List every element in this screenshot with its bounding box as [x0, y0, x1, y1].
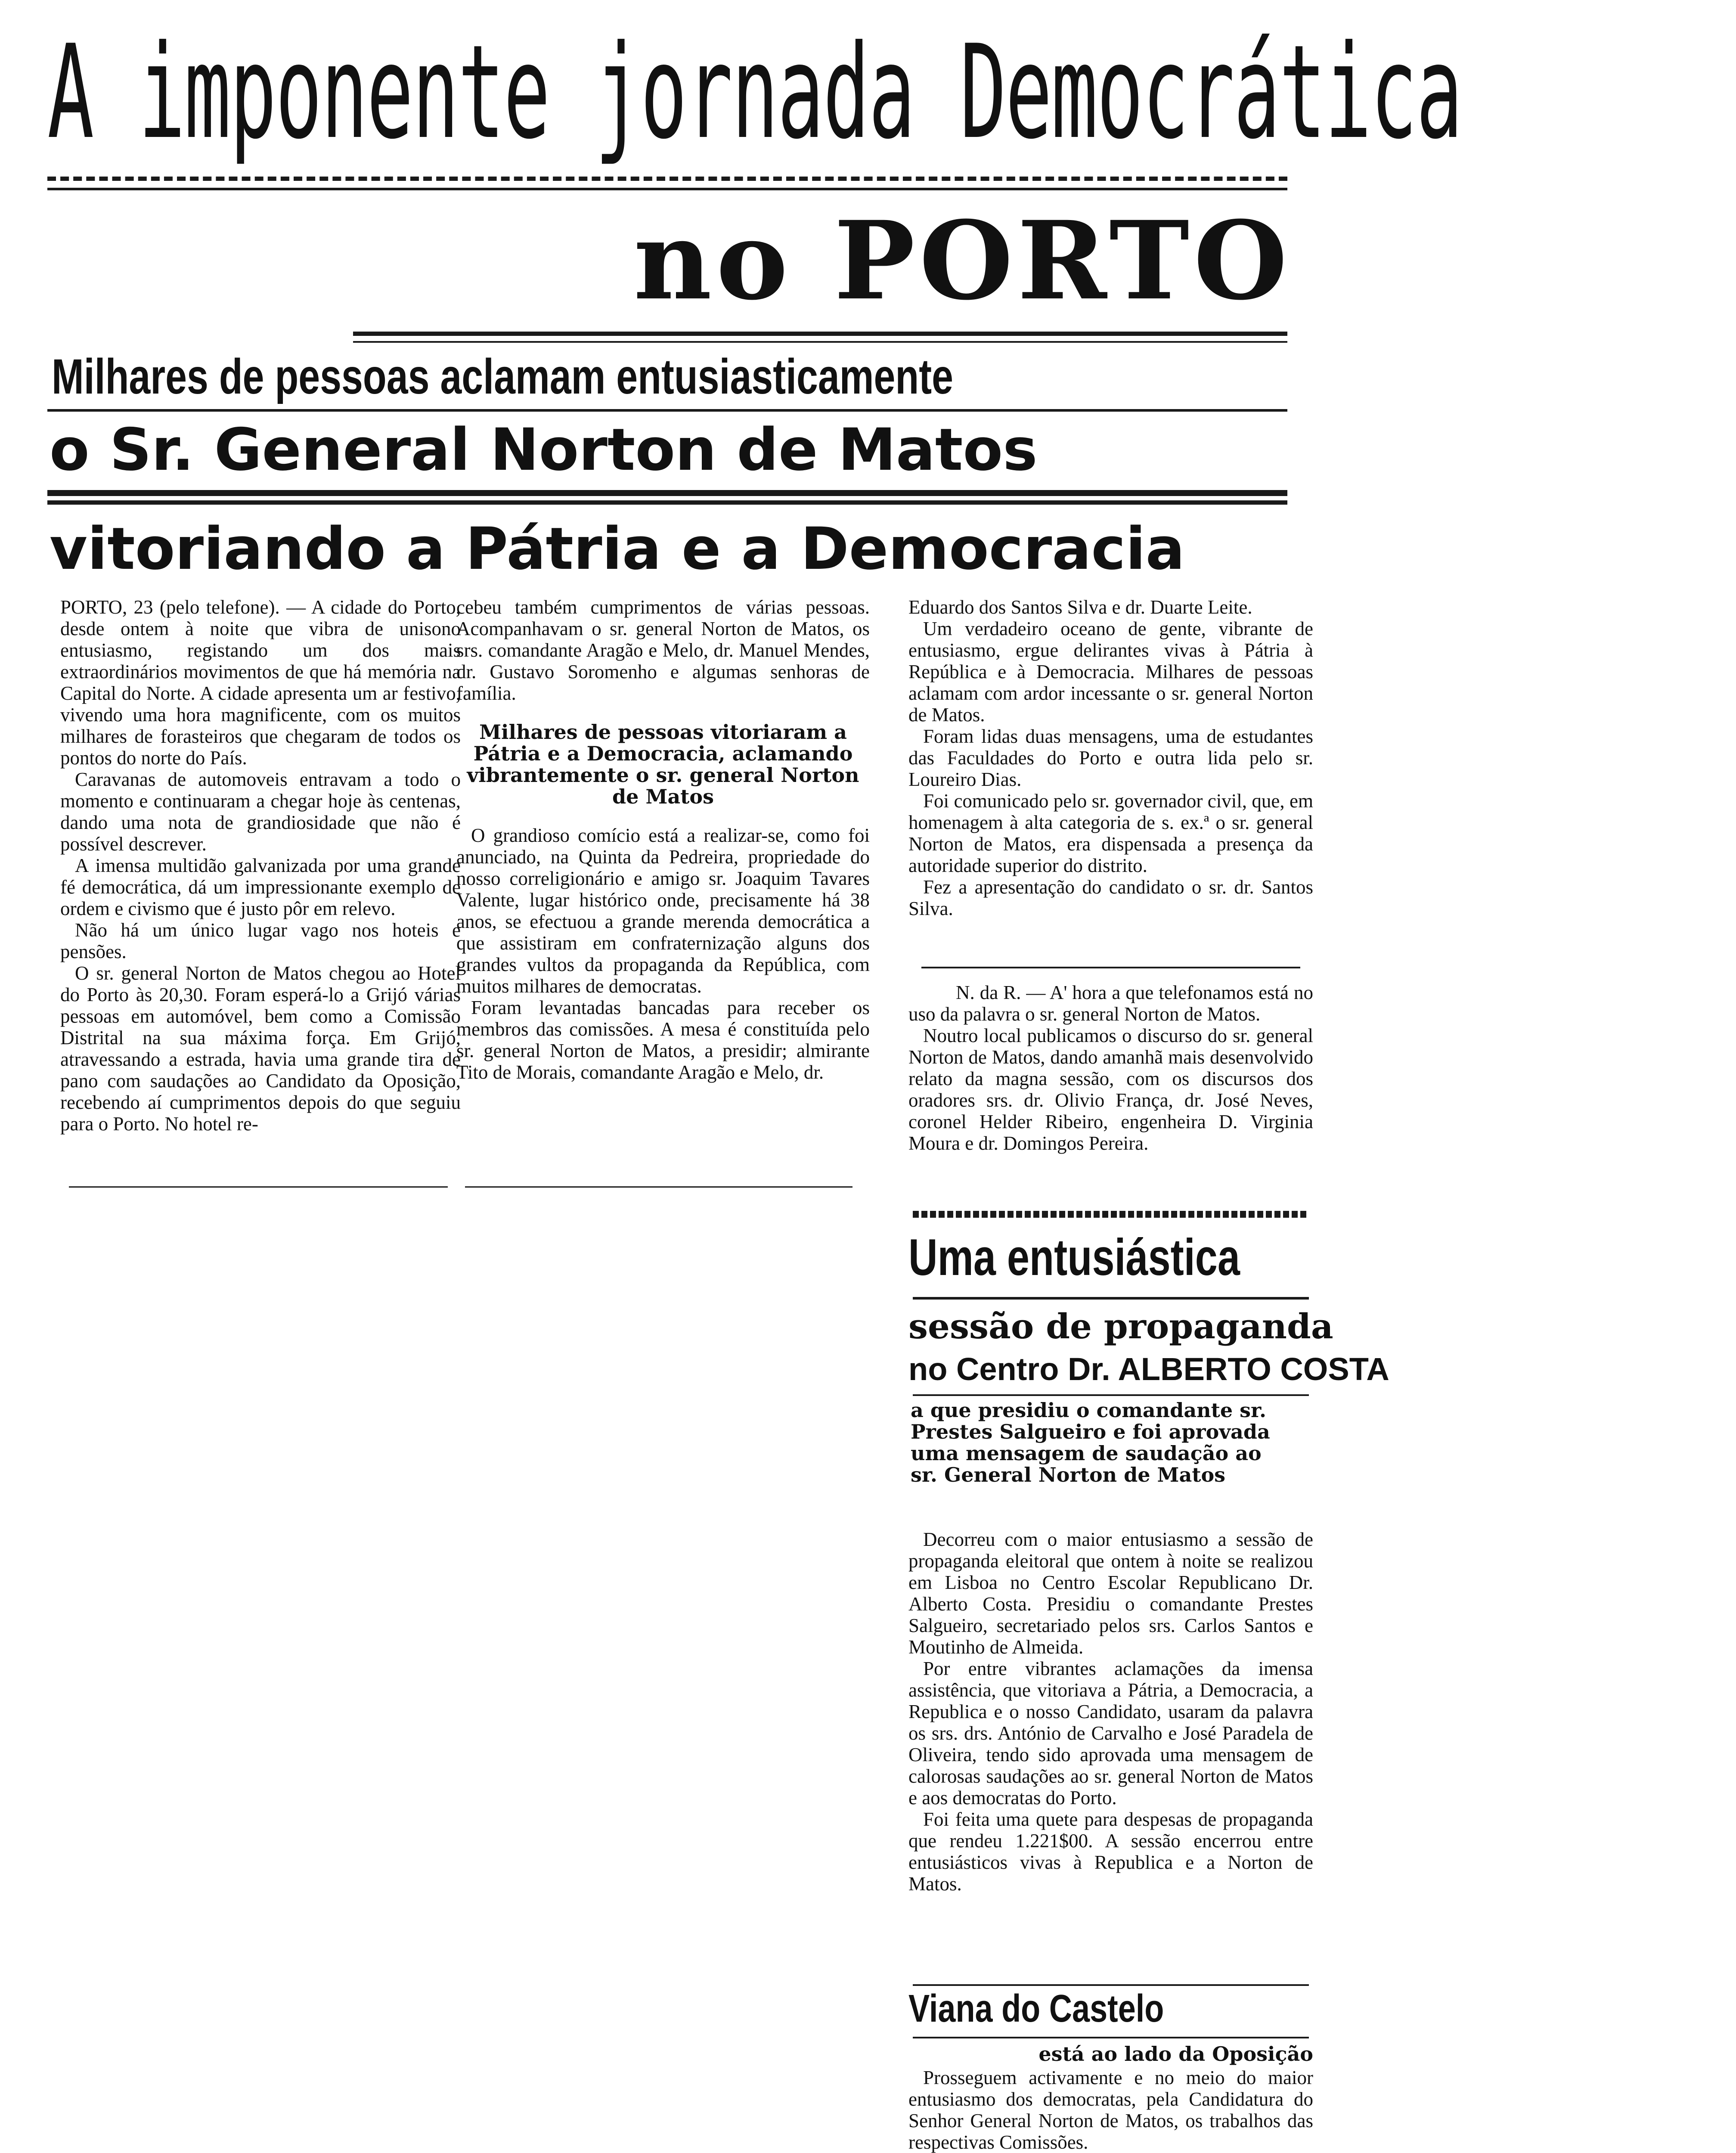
paragraph: Foram levantadas bancadas para receber os membros das comissões. A mesa é constituída pelo sr. general Norton de Matos, a presidir; almirante Tito de Morais, comandante Aragão e Melo, dr. [456, 997, 870, 1083]
paragraph: Um verdadeiro oceano de gente, vibrante de entusiasmo, ergue delirantes vivas à Pátria à República e à Democracia. Milhares de pessoas aclamam com ardor incessante o sr. general Norton de Matos. [908, 618, 1313, 726]
paragraph: Prosseguem activamente e no meio do maior entusiasmo dos democratas, pela Candidatura do Senhor General Norton de Matos, os trabalhos das respectivas Comissões. [908, 2067, 1313, 2153]
article-column-3 [908, 596, 1313, 919]
paragraph: Por entre vibrantes aclamações da imensa assistência, que vitoriava a Pátria, a Democracia, a Republica e o nosso Candidato, usaram da palavra os srs. drs. António de Carvalho e José Paradela de Oliveira, tendo sido aprovada uma mensagem de calorosas saudações ao sr. general Norton de Matos e aos democratas do Porto. [908, 1658, 1313, 1809]
paragraph: cebeu também cumprimentos de várias pessoas. Acompanhavam o sr. general Norton de Matos, os srs. comandante Aragão e Melo, dr. Manuel Mendes, dr. Gustavo Soromenho e algumas senhoras de família. [456, 596, 870, 704]
paragraph: Não há um único lugar vago nos hoteis e pensões. [60, 919, 461, 962]
section-2-body [908, 1529, 1313, 1895]
rule [47, 490, 1287, 496]
section-2-subheading: a que presidiu o comandante sr. Prestes Salgueiro e foi aprovada uma mensagem de saudação ao sr. General Norton de Matos [911, 1399, 1270, 1486]
editor-note [908, 982, 1313, 1154]
section-3-body [908, 2067, 1313, 2153]
section-2-headline-2: sessão de propaganda [908, 1306, 1333, 1346]
rule [913, 1394, 1309, 1396]
wavy-rule [913, 1211, 1309, 1218]
paragraph: A imensa multidão galvanizada por uma grande fé democrática, dá um impressionante exemplo de ordem e civismo que é justo pôr em relevo. [60, 855, 461, 919]
paragraph: PORTO, 23 (pelo telefone). — A cidade do Porto, desde ontem à noite que vibra de unisono entusiasmo, registando um dos mais extraordinários movimentos de que há memória na Capital do Norte. A cidade apresenta um ar festivo, vivendo uma hora magnificente, com os muitos milhares de forasteiros que chegaram de todos os pontos do norte do País. [60, 596, 461, 769]
rule [921, 967, 1300, 968]
headline-line-1: A imponente jornada Democrática [47, 17, 1462, 168]
article-column-2 [456, 596, 870, 1083]
headline-line-4: o Sr. General Norton de Matos [50, 416, 1038, 484]
headline-line-3: Milhares de pessoas aclamam entusiasticamente [52, 349, 953, 404]
paragraph: Decorreu com o maior entusiasmo a sessão de propaganda eleitoral que ontem à noite se realizou em Lisboa no Centro Escolar Republicano Dr. Alberto Costa. Presidiu o comandante Prestes Salgueiro, secretariado pelos srs. Carlos Santos e Moutinho de Almeida. [908, 1529, 1313, 1658]
article-column-1 [60, 596, 461, 1135]
paragraph: Noutro local publicamos o discurso do sr. general Norton de Matos, dando amanhã mais desenvolvido relato da magna sessão, com os discursos dos oradores srs. dr. Olivio França, dr. José Neves, coronel Helder Ribeiro, engenheira D. Virginia Moura e dr. Domingos Pereira. [908, 1025, 1313, 1154]
rule [913, 2037, 1309, 2038]
paragraph: Caravanas de automoveis entravam a todo o momento e continuaram a chegar hoje às centenas, dando uma nota de grandiosidade que não é possível descrever. [60, 769, 461, 855]
section-3-headline: Viana do Castelo [908, 1987, 1164, 2030]
headline-line-2: no PORTO [633, 197, 1292, 324]
paragraph: O grandioso comício está a realizar-se, como foi anunciado, na Quinta da Pedreira, propriedade do nosso correligionário e amigo sr. Joaquim Tavares Valente, lugar histórico onde, precisamente há 38 anos, se efectuou a grande merenda democrática a que assistiram em confraternização alguns dos grandes vultos da propaganda da República, com muitos milhares de democratas. [456, 825, 870, 997]
paragraph: Foram lidas duas mensagens, uma de estudantes das Faculdades do Porto e outra lida pelo sr. Loureiro Dias. [908, 726, 1313, 790]
headline-line-5: vitoriando a Pátria e a Democracia [50, 515, 1185, 583]
section-2-headline: Uma entusiástica [908, 1229, 1240, 1286]
rule [47, 409, 1287, 412]
rule [47, 177, 1287, 181]
paragraph: Eduardo dos Santos Silva e dr. Duarte Leite. [908, 596, 1252, 618]
rule [47, 188, 1287, 190]
column-end-rule [69, 1186, 448, 1188]
rule [913, 1297, 1309, 1300]
rule [913, 1984, 1309, 1986]
subheading: Milhares de pessoas vitoriaram a Pátria e a Democracia, aclamando vibrantemente o sr. general Norton de Matos [467, 720, 859, 808]
paragraph: Fez a apresentação do candidato o sr. dr. Santos Silva. [908, 876, 1313, 919]
section-3-subheading: está ao lado da Oposição [1038, 2042, 1313, 2066]
rule [47, 500, 1287, 505]
paragraph: N. da R. — A' hora a que telefonamos está no uso da palavra o sr. general Norton de Matos. [908, 982, 1313, 1025]
paragraph: Foi feita uma quete para despesas de propaganda que rendeu 1.221$00. A sessão encerrou entre entusiásticos vivas à Republica e a Norton de Matos. [908, 1809, 1313, 1895]
paragraph: Foi comunicado pelo sr. governador civil, que, em homenagem à alta categoria de s. ex.ª o sr. general Norton de Matos, era dispensada a presença da autoridade superior do distrito. [908, 790, 1313, 876]
column-end-rule [465, 1186, 852, 1188]
section-2-headline-3: no Centro Dr. ALBERTO COSTA [908, 1351, 1389, 1387]
rule [353, 332, 1287, 336]
rule [353, 341, 1287, 343]
paragraph: O sr. general Norton de Matos chegou ao Hotel do Porto às 20,30. Foram esperá-lo a Grijó várias pessoas em automóvel, bem como a Comissão Distrital na sua máxima força. Em Grijó, atravessando a estrada, havia uma grande tira de pano com saudações ao Candidato da Oposição, recebendo aí cumprimentos depois do que seguiu para o Porto. No hotel re- [60, 962, 461, 1135]
